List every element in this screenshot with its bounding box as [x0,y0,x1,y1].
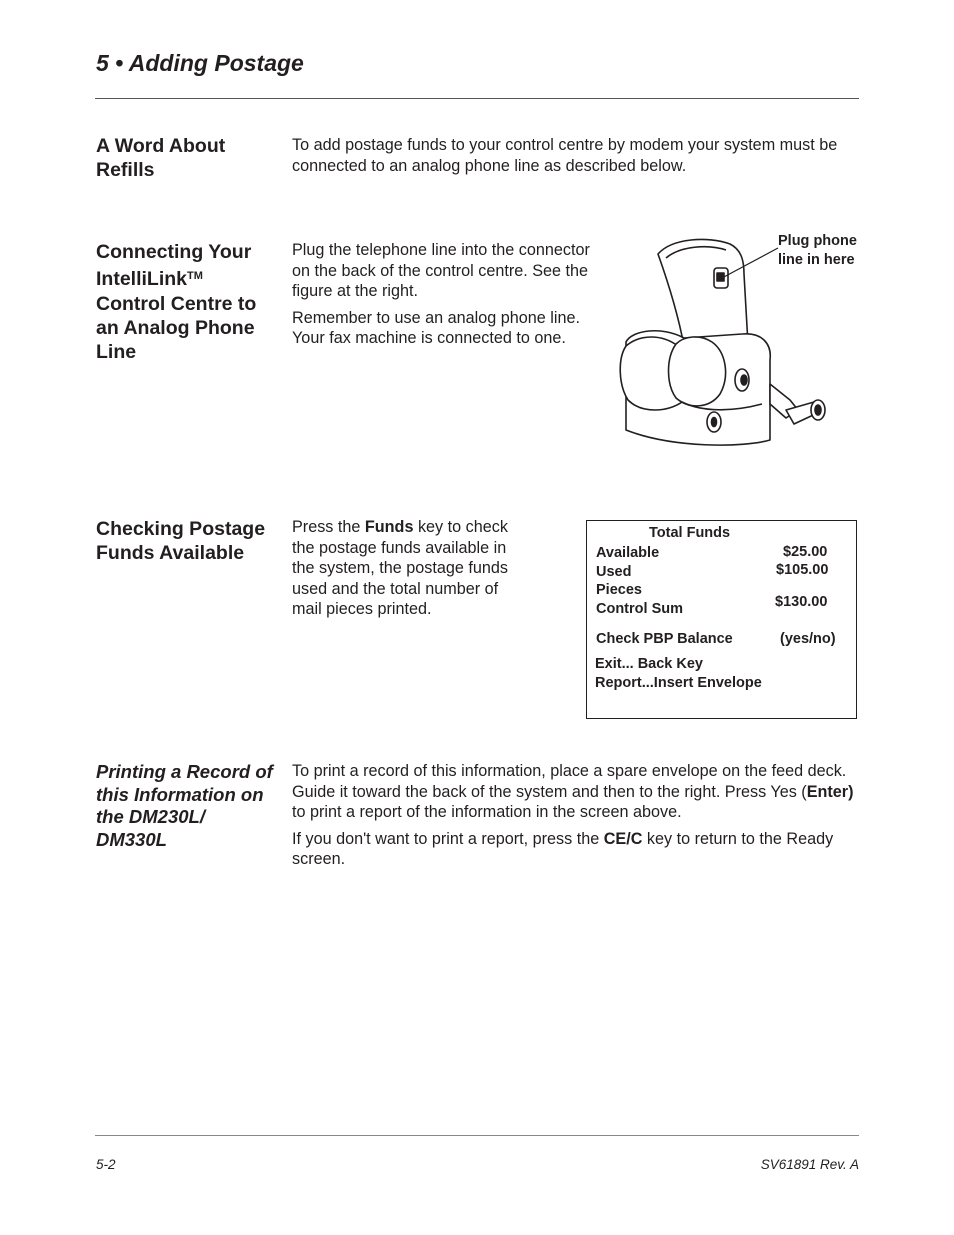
paragraph: Remember to use an analog phone line. Your fax machine is connected to one. [292,308,580,347]
page-number: 5-2 [96,1157,116,1172]
text: If you don't want to print a report, press the [292,829,604,848]
paragraph: Plug the telephone line into the connector on the back of the control centre. See the figure at the right. [292,241,590,300]
section-heading-refills: A Word About Refills [96,135,226,182]
pieces-label: Pieces [596,582,642,598]
control-sum-value: $130.00 [775,594,828,610]
used-value: $105.00 [776,562,829,578]
section-heading-checking: Checking Postage Funds Available [96,518,266,565]
section-body-printing [292,761,854,876]
enter-key-label: Enter) [806,782,854,801]
footer-rule [95,1135,859,1136]
text: To print a record of this information, place a spare envelope on the feed deck. Guide it toward the back of the system and then to the right. Press Yes ( [292,762,847,801]
paragraph [292,517,532,620]
section-heading-connecting [96,240,276,364]
heading-text: Control Centre to an Analog Phone Line [96,292,257,364]
section-body-checking [292,517,532,626]
report-instruction: Report...Insert Envelope [595,675,762,691]
text: Press the [292,518,365,536]
used-label: Used [596,564,632,580]
figure-callout: Plug phone line in here [778,233,857,268]
text: key to check the postage funds available in the system, the postage funds used and the total number of mail pieces printed. [292,518,508,618]
paragraph: To add postage funds to your control centre by modem your system must be connected to an analog phone line as described below. [292,136,838,175]
check-balance-label: Check PBP Balance [596,631,733,647]
check-balance-value: (yes/no) [780,631,836,647]
paragraph [292,761,854,823]
section-heading-printing: Printing a Record of this Information on the DM230L/ DM330L [96,761,273,850]
chapter-title: 5 • Adding Postage [96,50,304,76]
cec-key-label: CE/C [603,829,643,848]
paragraph [292,829,854,870]
header-rule [95,98,859,99]
text: to print a report of the information in the screen above. [292,803,682,821]
section-body-connecting [292,240,610,355]
available-label: Available [596,545,660,561]
trademark-mark: TM [187,270,203,283]
exit-instruction: Exit... Back Key [595,656,703,672]
section-body-refills [292,135,852,182]
control-sum-label: Control Sum [596,601,683,617]
heading-text: Connecting Your IntelliLink [96,241,252,291]
available-value: $25.00 [783,544,828,560]
screen-title: Total Funds [649,525,731,541]
document-id: SV61891 Rev. A [760,1157,859,1172]
funds-key-label: Funds [364,518,414,536]
text: key to return to the Ready screen. [292,829,834,868]
funds-screen-display [586,520,857,719]
